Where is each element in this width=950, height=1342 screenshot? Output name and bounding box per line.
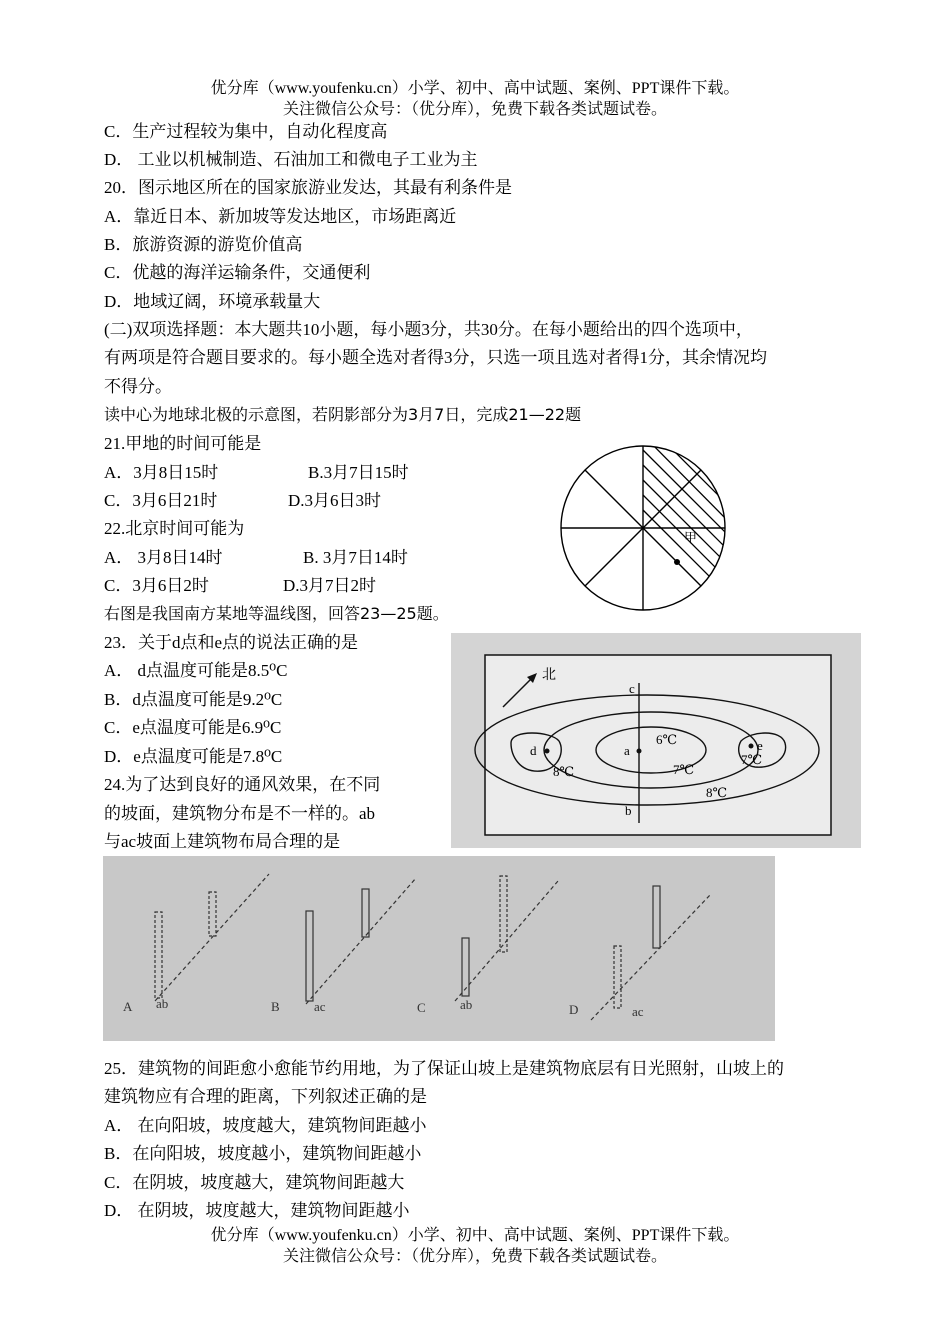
section2-line-3: 不得分。 <box>104 377 172 396</box>
label-8c-outer: 8℃ <box>706 785 728 800</box>
slope-buildings-figure <box>103 856 775 1041</box>
q25-option-b: B．在向阳坡，坡度越小，建筑物间距越小 <box>104 1144 422 1163</box>
label-8c-left: 8℃ <box>553 764 575 779</box>
q21-option-c: C．3月6日21时 <box>104 491 218 510</box>
north-pole-diagram <box>560 440 730 620</box>
q21-stem: 21.甲地的时间可能是 <box>104 434 262 453</box>
q24-line-2: 的坡面，建筑物分布是不一样的。ab <box>104 804 376 823</box>
q22-option-b: B. 3月7日14时 <box>303 548 408 567</box>
section2-line-1: (二)双项选择题：本大题共10小题，每小题3分，共30分。在每小题给出的四个选项中， <box>104 320 753 339</box>
location-dot <box>674 559 680 565</box>
footer-line-2: 关注微信公众号：（优分库），免费下载各类试题试卷。 <box>282 1248 667 1265</box>
q19-option-d: D． 工业以机械制造、石油加工和微电子工业为主 <box>104 150 478 169</box>
q25-option-a: A． 在向阳坡，坡度越大，建筑物间距越小 <box>104 1116 427 1135</box>
label-7c-inner: 7℃ <box>673 762 695 777</box>
q25-stem-1: 25．建筑物的间距愈小愈能节约用地，为了保证山坡上是建筑物底层有日光照射，山坡上的 <box>104 1059 784 1078</box>
label-d: d <box>530 743 537 758</box>
slope-b-label: ac <box>314 999 326 1014</box>
q21-option-d: D.3月6日3时 <box>288 491 382 510</box>
intro-23-25: 右图是我国南方某地等温线图，回答23—25题。 <box>104 604 449 623</box>
slope-c-letter: C <box>417 1000 426 1015</box>
q20-option-a: A．靠近日本、新加坡等发达地区，市场距离近 <box>104 207 457 226</box>
label-jia: 甲 <box>684 530 698 545</box>
slope-a-letter: A <box>123 999 133 1014</box>
q20-option-d: D．地域辽阔，环境承载量大 <box>104 292 321 311</box>
slope-a-label: ab <box>156 996 169 1011</box>
slope-b-letter: B <box>271 999 280 1014</box>
q25-stem-2: 建筑物应有合理的距离，下列叙述正确的是 <box>104 1087 427 1106</box>
label-b: b <box>625 803 632 818</box>
slope-d-label: ac <box>632 1004 644 1019</box>
label-north: 北 <box>542 668 556 683</box>
header-line-2: 关注微信公众号：（优分库），免费下载各类试题试卷。 <box>282 101 667 118</box>
q21-option-b: B.3月7日15时 <box>308 463 409 482</box>
q24-line-1: 24.为了达到良好的通风效果，在不同 <box>104 775 381 794</box>
q22-option-c: C．3月6日2时 <box>104 576 209 595</box>
q25-option-c: C．在阴坡，坡度越大，建筑物间距越大 <box>104 1173 405 1192</box>
q19-option-c: C．生产过程较为集中，自动化程度高 <box>104 122 388 141</box>
q24-line-3: 与ac坡面上建筑物布局合理的是 <box>104 832 341 851</box>
q23-option-a: A． d点温度可能是8.5⁰C <box>104 661 288 680</box>
label-e: e <box>757 738 763 753</box>
q22-option-d: D.3月7日2时 <box>283 576 377 595</box>
q23-option-c: C．e点温度可能是6.9⁰C <box>104 718 282 737</box>
section2-line-2: 有两项是符合题目要求的。每小题全选对者得3分，只选一项且选对者得1分，其余情况均 <box>104 348 767 367</box>
label-7c-right: 7℃ <box>741 752 763 767</box>
q22-stem: 22.北京时间可能为 <box>104 519 245 538</box>
q23-stem: 23．关于d点和e点的说法正确的是 <box>104 633 359 652</box>
slope-c-label: ab <box>460 997 473 1012</box>
q20-option-c: C．优越的海洋运输条件，交通便利 <box>104 263 371 282</box>
q23-option-d: D．e点温度可能是7.8⁰C <box>104 747 283 766</box>
q25-option-d: D． 在阴坡，坡度越大，建筑物间距越小 <box>104 1201 410 1220</box>
q21-option-a: A．3月8日15时 <box>104 463 219 482</box>
meridian-lines <box>561 446 725 610</box>
q22-option-a: A． 3月8日14时 <box>104 548 223 567</box>
label-a: a <box>624 743 630 758</box>
q20-option-b: B．旅游资源的游览价值高 <box>104 235 303 254</box>
intro-21-22: 读中心为地球北极的示意图，若阴影部分为3月7日，完成21—22题 <box>104 405 582 424</box>
slope-d-letter: D <box>569 1002 579 1017</box>
header-line-1: 优分库（www.youfenku.cn）小学、初中、高中试题、案例、PPT课件下载。 <box>210 80 740 97</box>
footer-line-1: 优分库（www.youfenku.cn）小学、初中、高中试题、案例、PPT课件下载。 <box>210 1227 740 1244</box>
q20-stem: 20．图示地区所在的国家旅游业发达，其最有利条件是 <box>104 178 512 197</box>
label-6c: 6℃ <box>656 732 678 747</box>
label-c: c <box>629 681 635 696</box>
isotherm-map <box>451 633 861 848</box>
q23-option-b: B．d点温度可能是9.2⁰C <box>104 690 283 709</box>
